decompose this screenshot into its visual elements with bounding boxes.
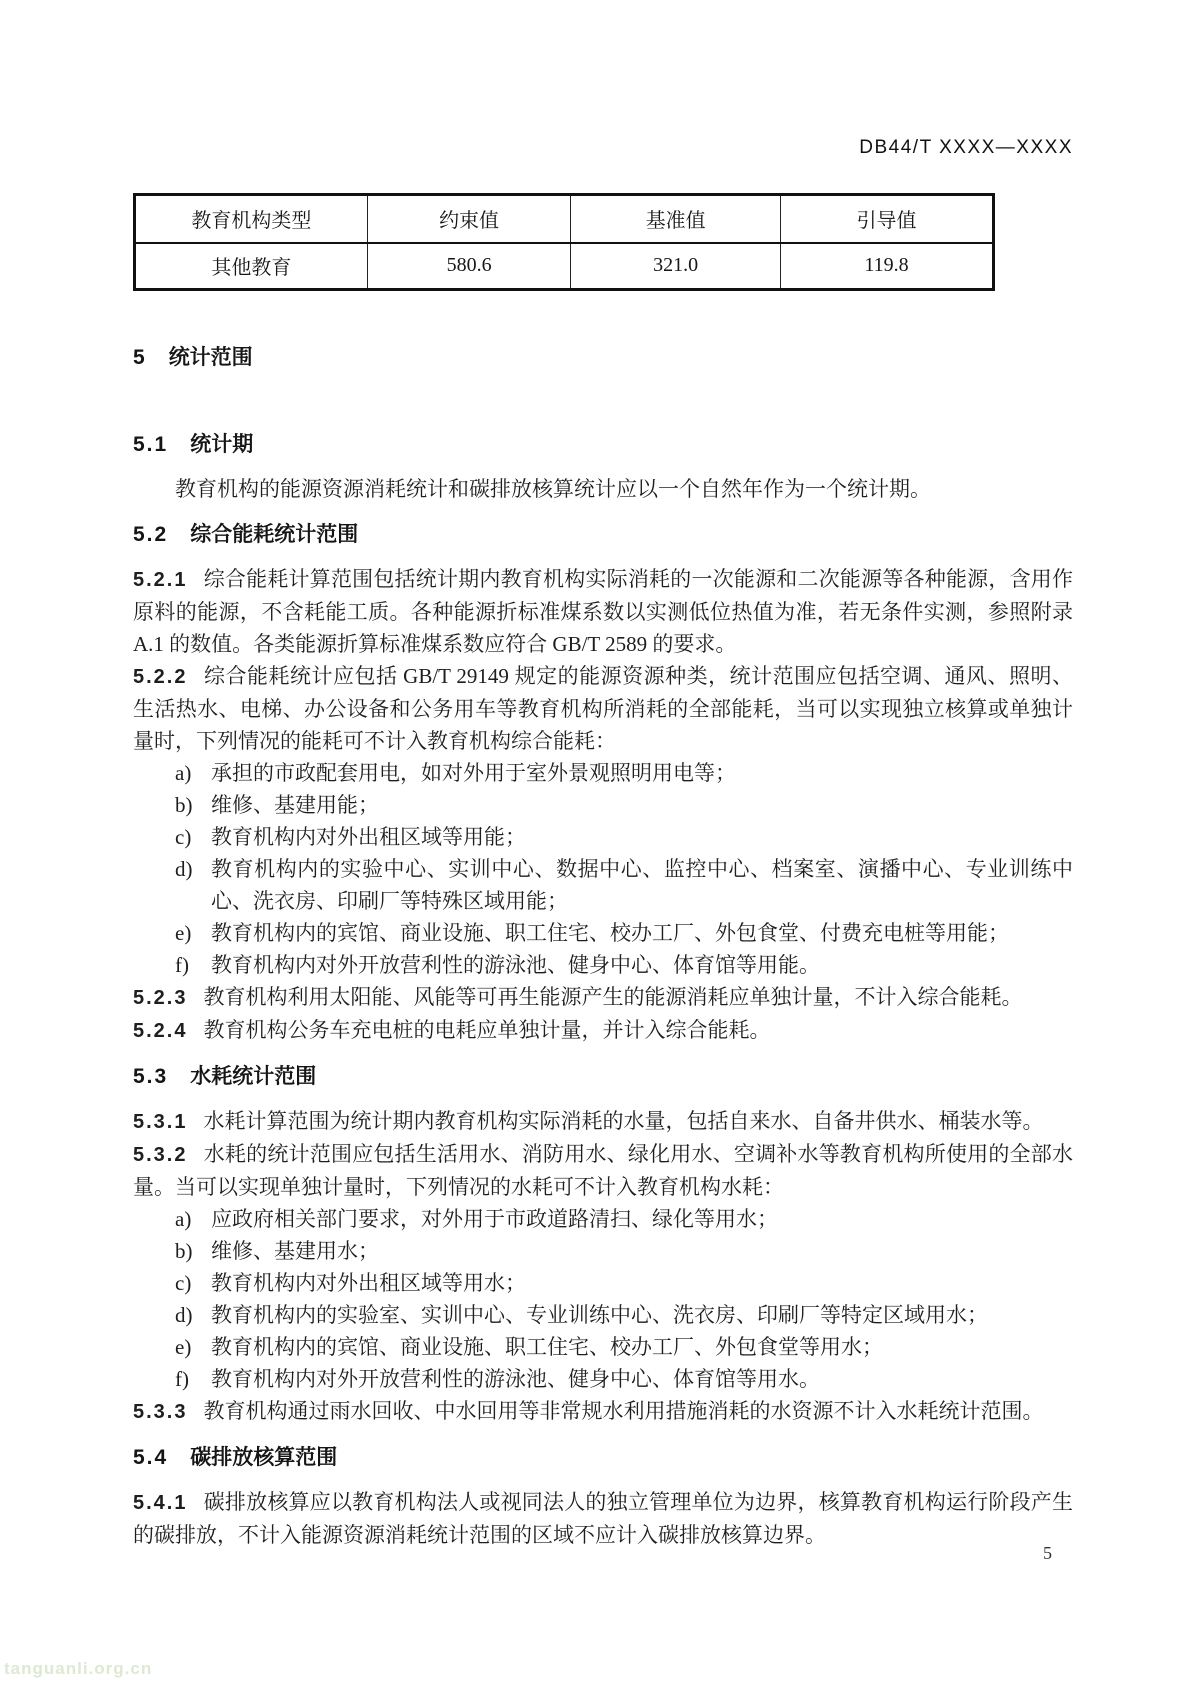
clause-5-4-1-text: 碳排放核算应以教育机构法人或视同法人的独立管理单位为边界，核算教育机构运行阶段产生的碳排放，不计入能源资源消耗统计范围的区域不应计入碳排放核算边界。 xyxy=(133,1490,1073,1547)
clause-5-3-3-number: 5.3.3 xyxy=(133,1401,188,1423)
page-number: 5 xyxy=(1043,1543,1052,1563)
list-item xyxy=(133,949,1073,981)
clause-5-2-3 xyxy=(133,981,1073,1014)
list-item-text: 维修、基建用能； xyxy=(211,793,379,817)
clause-5-3-1-text: 水耗计算范围为统计期内教育机构实际消耗的水量，包括自来水、自备井供水、桶装水等。 xyxy=(203,1109,1044,1133)
list-item xyxy=(133,1203,1073,1235)
clause-5-2-1 xyxy=(133,563,1073,660)
clause-5-4-1-number: 5.4.1 xyxy=(133,1492,188,1514)
list-item xyxy=(133,1267,1073,1299)
list-item xyxy=(133,1299,1073,1331)
clause-5-2-1-number: 5.2.1 xyxy=(133,569,188,591)
section-5-number: 5 xyxy=(133,346,147,369)
list-item-label: a) xyxy=(175,1207,192,1231)
clause-5-2-4-text: 教育机构公务车充电桩的电耗应单独计量，并计入综合能耗。 xyxy=(203,1018,771,1042)
limit-values-table xyxy=(133,193,995,291)
clause-5-2-3-number: 5.2.3 xyxy=(133,987,188,1009)
doc-code: DB44/T XXXX—XXXX xyxy=(859,137,1073,158)
clause-5-2-4-number: 5.2.4 xyxy=(133,1020,188,1042)
col-header-baseline-value: 基准值 xyxy=(571,195,781,243)
cell-baseline-value: 321.0 xyxy=(571,243,781,290)
list-item xyxy=(133,853,1073,917)
clause-5-2-2-text: 综合能耗统计应包括 GB/T 29149 规定的能源资源种类，统计范围应包括空调、通风、照明、生活热水、电梯、办公设备和公务用车等教育机构所消耗的全部能耗，当可以实现独立核算或单独计量时，下列情况的能耗可不计入教育机构综合能耗： xyxy=(133,664,1073,753)
table-header-row xyxy=(135,195,994,243)
clause-5-3-2-text: 水耗的统计范围应包括生活用水、消防用水、绿化用水、空调补水等教育机构所使用的全部水量。当可以实现单独计量时，下列情况的水耗可不计入教育机构水耗： xyxy=(133,1142,1073,1199)
list-item-label: d) xyxy=(175,1303,193,1327)
list-item-label: a) xyxy=(175,761,192,785)
section-5-heading xyxy=(133,343,1073,373)
page-content xyxy=(133,193,1073,1551)
list-item-text: 教育机构内对外出租区域等用能； xyxy=(211,825,526,849)
section-5-4-title: 碳排放核算范围 xyxy=(190,1446,338,1469)
clause-5-3-2-number: 5.3.2 xyxy=(133,1144,188,1166)
list-item-text: 教育机构内对外出租区域等用水； xyxy=(211,1271,526,1295)
col-header-guiding-value: 引导值 xyxy=(780,195,993,243)
clause-5-2-3-text: 教育机构利用太阳能、风能等可再生能源产生的能源消耗应单独计量，不计入综合能耗。 xyxy=(203,985,1023,1009)
list-item xyxy=(133,1331,1073,1363)
section-5-1-paragraph: 教育机构的能源资源消耗统计和碳排放核算统计应以一个自然年作为一个统计期。 xyxy=(175,477,931,501)
cell-guiding-value: 119.8 xyxy=(780,243,993,290)
section-5-title: 统计范围 xyxy=(168,346,253,369)
section-5-2-number: 5.2 xyxy=(133,523,169,546)
clause-5-3-3 xyxy=(133,1395,1073,1428)
section-5-3-number: 5.3 xyxy=(133,1065,169,1088)
list-item-label: c) xyxy=(175,1271,192,1295)
section-5-2-title: 综合能耗统计范围 xyxy=(190,523,359,546)
watermark: tanguanli.org.cn xyxy=(4,1659,153,1678)
list-item xyxy=(133,757,1073,789)
list-item-text: 教育机构内的宾馆、商业设施、职工住宅、校办工厂、外包食堂等用水； xyxy=(211,1335,883,1359)
list-item-label: e) xyxy=(175,1335,192,1359)
clause-5-2-1-text: 综合能耗计算范围包括统计期内教育机构实际消耗的一次能源和二次能源等各种能源，含用作原料的能源，不含耗能工质。各种能源折标准煤系数以实测低位热值为准，若无条件实测，参照附录 A.1 的数值。各类能源折算标准煤系数应符合 GB/T 2589 的要求。 xyxy=(133,567,1073,656)
list-item xyxy=(133,821,1073,853)
section-5-4-number: 5.4 xyxy=(133,1446,169,1469)
list-item-text: 教育机构内的实验中心、实训中心、数据中心、监控中心、档案室、演播中心、专业训练中心、洗衣房、印刷厂等特殊区域用能； xyxy=(211,857,1073,913)
list-item-text: 维修、基建用水； xyxy=(211,1239,379,1263)
section-5-4-heading xyxy=(133,1443,1073,1473)
section-5-2-heading xyxy=(133,520,1073,550)
clause-5-4-1 xyxy=(133,1486,1073,1551)
list-item-label: e) xyxy=(175,921,192,945)
section-5-1-title: 统计期 xyxy=(190,433,254,456)
clause-5-2-4 xyxy=(133,1014,1073,1047)
list-item-text: 教育机构内对外开放营利性的游泳池、健身中心、体育馆等用能。 xyxy=(211,953,820,977)
list-item-label: b) xyxy=(175,793,193,817)
list-item xyxy=(133,917,1073,949)
clause-5-3-1 xyxy=(133,1105,1073,1138)
cell-institution-type: 其他教育 xyxy=(135,243,368,290)
list-item-label: f) xyxy=(175,953,189,977)
list-item-label: b) xyxy=(175,1239,193,1263)
clause-5-2-2-number: 5.2.2 xyxy=(133,666,188,688)
section-5-1-number: 5.1 xyxy=(133,433,169,456)
list-item xyxy=(133,789,1073,821)
cell-constraint-value: 580.6 xyxy=(367,243,571,290)
list-item xyxy=(133,1363,1073,1395)
list-item-label: d) xyxy=(175,857,193,881)
col-header-institution-type: 教育机构类型 xyxy=(135,195,368,243)
list-item xyxy=(133,1235,1073,1267)
clause-5-3-2 xyxy=(133,1138,1073,1203)
clause-5-2-2 xyxy=(133,660,1073,757)
list-item-label: c) xyxy=(175,825,192,849)
section-5-1-heading xyxy=(133,430,1073,460)
list-item-text: 承担的市政配套用电，如对外用于室外景观照明用电等； xyxy=(211,761,736,785)
list-item-text: 应政府相关部门要求，对外用于市政道路清扫、绿化等用水； xyxy=(211,1207,778,1231)
section-5-3-heading xyxy=(133,1062,1073,1092)
table-row xyxy=(135,243,994,290)
list-item-text: 教育机构内的宾馆、商业设施、职工住宅、校办工厂、外包食堂、付费充电桩等用能； xyxy=(211,921,1009,945)
list-item-text: 教育机构内对外开放营利性的游泳池、健身中心、体育馆等用水。 xyxy=(211,1367,820,1391)
list-item-label: f) xyxy=(175,1367,189,1391)
clause-5-3-1-number: 5.3.1 xyxy=(133,1111,188,1133)
clause-5-3-3-text: 教育机构通过雨水回收、中水回用等非常规水利用措施消耗的水资源不计入水耗统计范围。 xyxy=(203,1399,1044,1423)
list-item-text: 教育机构内的实验室、实训中心、专业训练中心、洗衣房、印刷厂等特定区域用水； xyxy=(211,1303,988,1327)
col-header-constraint-value: 约束值 xyxy=(367,195,571,243)
section-5-3-title: 水耗统计范围 xyxy=(190,1065,317,1088)
